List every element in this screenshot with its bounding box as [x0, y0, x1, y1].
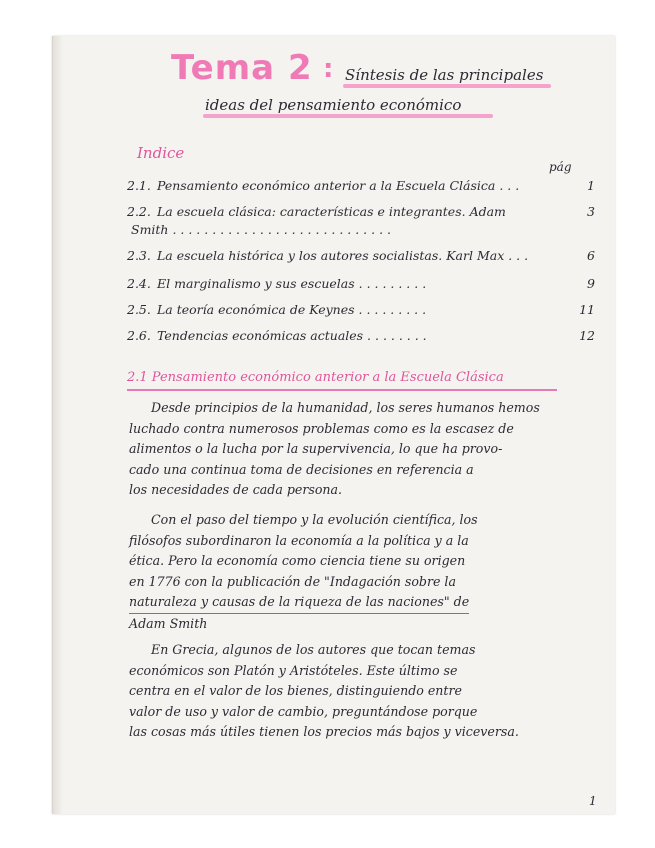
toc-text: La teoría económica de Keynes . . . . . . . . .	[157, 302, 427, 317]
toc-page: 3	[587, 204, 595, 219]
text-line: económicos son Platón y Aristóteles. Este último se	[129, 662, 458, 678]
text-line: cado una continua toma de decisiones en referencia a	[129, 461, 474, 477]
toc-page: 12	[579, 328, 595, 343]
toc-number: 2.3.	[127, 248, 151, 263]
index-heading: Indice	[137, 144, 185, 162]
toc-number: 2.6.	[127, 328, 151, 343]
text-line: En Grecia, algunos de los autores que tocan temas	[151, 642, 476, 657]
text-line: Con el paso del tiempo y la evolución científica, los	[151, 512, 478, 527]
text-line: los necesidades de cada persona.	[129, 482, 343, 497]
text-line: centra en el valor de los bienes, distinguiendo entre	[129, 683, 462, 698]
index-page-header: pág	[549, 160, 572, 174]
text-line: valor de uso y valor de cambio, preguntándose porque	[129, 703, 478, 719]
page-number: 1	[589, 794, 597, 808]
title-colon: :	[323, 54, 334, 84]
section-heading: 2.1 Pensamiento económico anterior a la Escuela Clásica	[127, 370, 504, 385]
toc-page: 9	[587, 276, 595, 291]
text-line: Adam Smith	[129, 615, 208, 631]
title-highlight-1	[343, 84, 551, 88]
notebook-sheet	[52, 36, 615, 814]
toc-text-continued: Smith . . . . . . . . . . . . . . . . . . . . . . . . . . . .	[131, 222, 391, 237]
text-line: Desde principios de la humanidad, los seres humanos hemos	[151, 400, 540, 415]
toc-number: 2.1.	[127, 178, 151, 193]
toc-page: 6	[587, 248, 595, 263]
section-underline	[127, 389, 557, 391]
toc-page: 1	[587, 178, 595, 193]
paragraph-2	[129, 510, 609, 634]
text-line: alimentos o la lucha por la supervivencia, lo que ha provo-	[129, 441, 503, 456]
toc-text: La escuela clásica: características e integrantes. Adam	[157, 204, 506, 219]
title-line-1: Síntesis de las principales	[345, 66, 544, 84]
text-line: luchado contra numerosos problemas como es la escasez de	[129, 420, 514, 436]
toc-page: 11	[579, 302, 595, 317]
title-line-2: ideas del pensamiento económico	[205, 96, 462, 114]
text-line: filósofos subordinaron la economía a la política y a la	[129, 532, 469, 548]
toc-text: Pensamiento económico anterior a la Escuela Clásica . . .	[157, 178, 520, 193]
text-line: las cosas más útiles tienen los precios más bajos y viceversa.	[129, 724, 519, 739]
paragraph-3	[129, 640, 609, 743]
toc-text: La escuela histórica y los autores socialistas. Karl Max . . .	[157, 248, 529, 263]
title-highlight-2	[203, 114, 493, 118]
text-line: en 1776 con la publicación de "Indagación sobre la	[129, 573, 456, 589]
text-line: naturaleza y causas de la riqueza de las naciones" de	[129, 592, 469, 614]
paragraph-1	[129, 398, 609, 501]
toc-number: 2.2.	[127, 204, 151, 219]
toc-text: Tendencias económicas actuales . . . . . . . .	[157, 328, 427, 343]
title-main: Tema 2	[171, 48, 313, 88]
toc-text: El marginalismo y sus escuelas . . . . . . . . .	[157, 276, 427, 291]
text-line: ética. Pero la economía como ciencia tiene su origen	[129, 553, 466, 568]
toc-number: 2.5.	[127, 302, 151, 317]
toc-number: 2.4.	[127, 276, 151, 291]
